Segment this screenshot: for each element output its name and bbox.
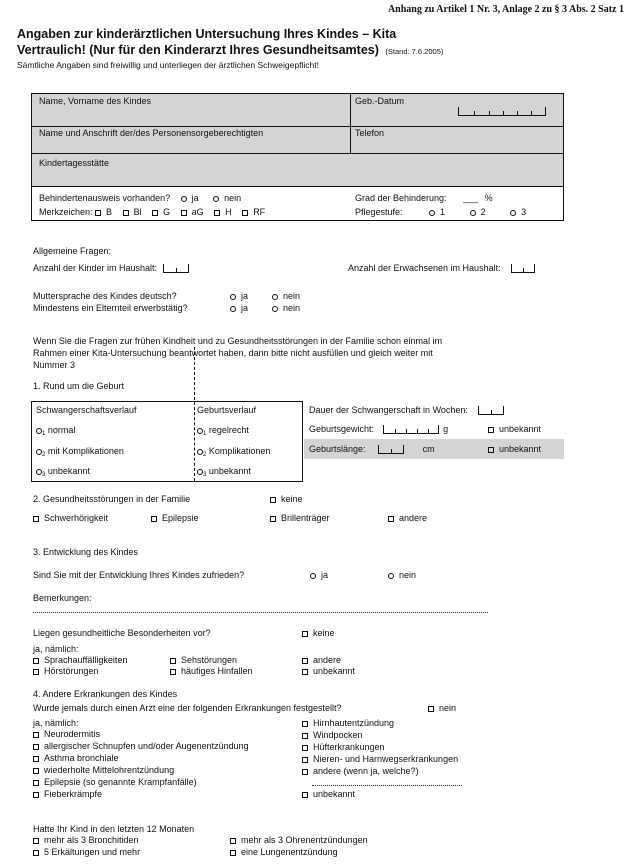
remarks-label: Bemerkungen: xyxy=(33,593,92,603)
disease-allergic-rhinitis[interactable]: allergischer Schnupfen und/oder Augenentzündung xyxy=(33,742,249,751)
parent-employed-no[interactable]: nein xyxy=(272,304,300,313)
subtitle: Sämtliche Angaben sind freiwillig und unterliegen der ärztlichen Schweigepflicht! xyxy=(17,60,319,70)
annex-reference: Anhang zu Artikel 1 Nr. 3, Anlage 2 zu § 3 Abs. 2 Satz 1 xyxy=(387,4,624,15)
birth-weight: Geburtsgewicht: g xyxy=(309,424,449,434)
care-level-2[interactable]: 2 xyxy=(470,207,486,217)
disease-neurodermitis[interactable]: Neurodermitis xyxy=(33,730,100,739)
disease-hip[interactable]: Hüfterkrankungen xyxy=(302,743,385,752)
mother-tongue-yes[interactable]: ja xyxy=(230,292,248,301)
mark-ag[interactable]: aG xyxy=(181,207,204,217)
disease-meningitis[interactable]: Hirnhautentzündung xyxy=(302,719,394,728)
mark-g[interactable]: G xyxy=(152,207,170,217)
pregnancy-normal[interactable]: $_1$ normal xyxy=(36,426,75,437)
section-4-title: 4. Andere Erkrankungen des Kindes xyxy=(33,689,178,699)
disease-epilepsy[interactable]: Epilepsie (so genannte Krampfanfälle) xyxy=(33,778,197,787)
mark-rf[interactable]: RF xyxy=(242,207,265,217)
health-none[interactable]: keine xyxy=(302,629,335,638)
disease-other[interactable]: andere (wenn ja, welche?) xyxy=(302,767,419,776)
health-speech[interactable]: Sprachauffälligkeiten xyxy=(33,656,127,665)
disease-chickenpox[interactable]: Windpocken xyxy=(302,731,363,740)
intro-line-3: Nummer 3 xyxy=(33,360,76,370)
section-1-title: 1. Rund um die Geburt xyxy=(33,381,125,391)
pregnancy-duration: Dauer der Schwangerschaft in Wochen: xyxy=(309,406,504,415)
length-input[interactable] xyxy=(378,445,404,454)
section-3-title: 3. Entwicklung des Kindes xyxy=(33,547,139,557)
last12-title: Hatte Ihr Kind in den letzten 12 Monaten xyxy=(33,824,195,834)
last12-otitis[interactable]: mehr als 3 Ohrenentzündungen xyxy=(230,836,368,845)
family-other[interactable]: andere xyxy=(388,514,427,523)
last12-colds[interactable]: 5 Erkältungen und mehr xyxy=(33,848,140,857)
birth-date-field[interactable]: Geb.-Datum xyxy=(355,96,405,106)
disease-other-line[interactable] xyxy=(312,785,462,786)
health-vision[interactable]: Sehstörungen xyxy=(170,656,237,665)
disease-febrile-seizures[interactable]: Fieberkrämpfe xyxy=(33,790,102,799)
health-hearing[interactable]: Hörstörungen xyxy=(33,667,99,676)
family-glasses[interactable]: Brillenträger xyxy=(270,514,330,523)
degree-input[interactable]: ___ xyxy=(463,193,479,203)
parent-employed-yes[interactable]: ja xyxy=(230,304,248,313)
disability-label: Behindertenausweis vorhanden? xyxy=(39,193,171,203)
last12-bronchitis[interactable]: mehr als 3 Bronchitiden xyxy=(33,836,139,845)
confidential-title xyxy=(17,44,443,57)
weight-input[interactable] xyxy=(383,425,439,434)
parent-employed-question: Mindestens ein Elternteil erwerbstätig? xyxy=(33,303,188,313)
adults-count: Anzahl der Erwachsenen im Haushalt: xyxy=(348,264,535,273)
delivery-regular[interactable]: $_1$ regelrecht xyxy=(197,426,249,437)
diseases-no[interactable]: nein xyxy=(428,704,456,713)
care-level-3[interactable]: 3 xyxy=(510,207,526,217)
marks-row: Merkzeichen: B Bl G aG H RF xyxy=(39,207,266,217)
adults-count-input[interactable] xyxy=(511,264,535,273)
care-level-1[interactable]: 1 xyxy=(429,207,445,217)
disability-question xyxy=(39,194,241,203)
disability-degree: Grad der Behinderung: ___ % xyxy=(355,193,493,203)
pregnancy-title: Schwangerschaftsverlauf xyxy=(36,405,137,415)
family-none[interactable]: keine xyxy=(270,495,303,504)
disease-otitis[interactable]: wiederholte Mittelohrentzündung xyxy=(33,766,174,775)
family-hearing[interactable]: Schwerhörigkeit xyxy=(33,514,108,523)
health-namely: ja, nämlich: xyxy=(33,644,79,654)
children-count: Anzahl der Kinder im Haushalt: xyxy=(33,264,189,273)
health-unknown[interactable]: unbekannt xyxy=(302,667,355,676)
child-name-field[interactable]: Name, Vorname des Kindes xyxy=(39,96,152,106)
intro-line-2: Rahmen einer Kita-Untersuchung beantwortet haben, dann bitte nicht ausfüllen und gleich weiter mit xyxy=(33,348,433,358)
diseases-namely: ja, nämlich: xyxy=(33,718,79,728)
disease-kidney[interactable]: Nieren- und Harnwegserkrankungen xyxy=(302,755,458,764)
delivery-unknown[interactable]: $_3$ unbekannt xyxy=(197,467,251,478)
kita-field[interactable]: Kindertagesstätte xyxy=(39,158,110,168)
intro-line-1: Wenn Sie die Fragen zur frühen Kindheit und zu Gesundheitsstörungen in der Familie schon einmal im xyxy=(33,336,443,346)
care-level-row: Pflegestufe: 1 2 3 xyxy=(355,207,527,217)
section-2-title: 2. Gesundheitsstörungen in der Familie xyxy=(33,494,191,504)
pregnancy-unknown[interactable]: $_3$ unbekannt xyxy=(36,467,90,478)
health-other[interactable]: andere xyxy=(302,656,341,665)
mark-b[interactable]: B xyxy=(95,207,112,217)
mother-tongue-question: Muttersprache des Kindes deutsch? xyxy=(33,291,177,301)
page-title: Angaben zur kinderärztlichen Untersuchung Ihres Kindes – Kita xyxy=(17,27,397,41)
birth-length: Geburtslänge: cm xyxy=(309,444,435,454)
delivery-complications[interactable]: $_2$ Komplikationen xyxy=(197,447,270,458)
family-epilepsy[interactable]: Epilepsie xyxy=(151,514,199,523)
health-falling[interactable]: häufiges Hinfallen xyxy=(170,667,253,676)
mark-bl[interactable]: Bl xyxy=(123,207,142,217)
mother-tongue-no[interactable]: nein xyxy=(272,292,300,301)
disability-yes[interactable]: ja xyxy=(181,193,199,203)
disease-asthma[interactable]: Asthma bronchiale xyxy=(33,754,119,763)
length-unknown[interactable]: unbekannt xyxy=(488,445,541,454)
pregnancy-complications[interactable]: $_2$ mit Komplikationen xyxy=(36,447,124,458)
guardian-field[interactable]: Name und Anschrift der/des Personensorgeberechtigten xyxy=(39,128,264,138)
development-question: Sind Sie mit der Entwicklung Ihres Kindes zufrieden? xyxy=(33,570,245,580)
birth-date-boxes[interactable] xyxy=(458,107,546,116)
children-count-input[interactable] xyxy=(163,264,189,273)
last12-pneumonia[interactable]: eine Lungenentzündung xyxy=(230,848,338,857)
phone-field[interactable]: Telefon xyxy=(355,128,385,138)
general-title: Allgemeine Fragen: xyxy=(33,246,112,256)
weight-unknown[interactable]: unbekannt xyxy=(488,425,541,434)
disability-no[interactable]: nein xyxy=(213,193,241,203)
delivery-title: Geburtsverlauf xyxy=(197,405,257,415)
development-no[interactable]: nein xyxy=(388,571,416,580)
diseases-question: Wurde jemals durch einen Arzt eine der folgenden Erkrankungen festgestellt? xyxy=(33,703,342,713)
duration-input[interactable] xyxy=(478,406,504,415)
confidential-label: Vertraulich! (Nur für den Kinderarzt Ihres Gesundheitsamtes) xyxy=(17,43,379,57)
disease-unknown[interactable]: unbekannt xyxy=(302,790,355,799)
stand-date: (Stand: 7.6.2005) xyxy=(385,47,444,56)
remarks-line[interactable] xyxy=(33,612,488,613)
mark-h[interactable]: H xyxy=(214,207,232,217)
health-question: Liegen gesundheitliche Besonderheiten vor? xyxy=(33,628,211,638)
development-yes[interactable]: ja xyxy=(310,571,328,580)
